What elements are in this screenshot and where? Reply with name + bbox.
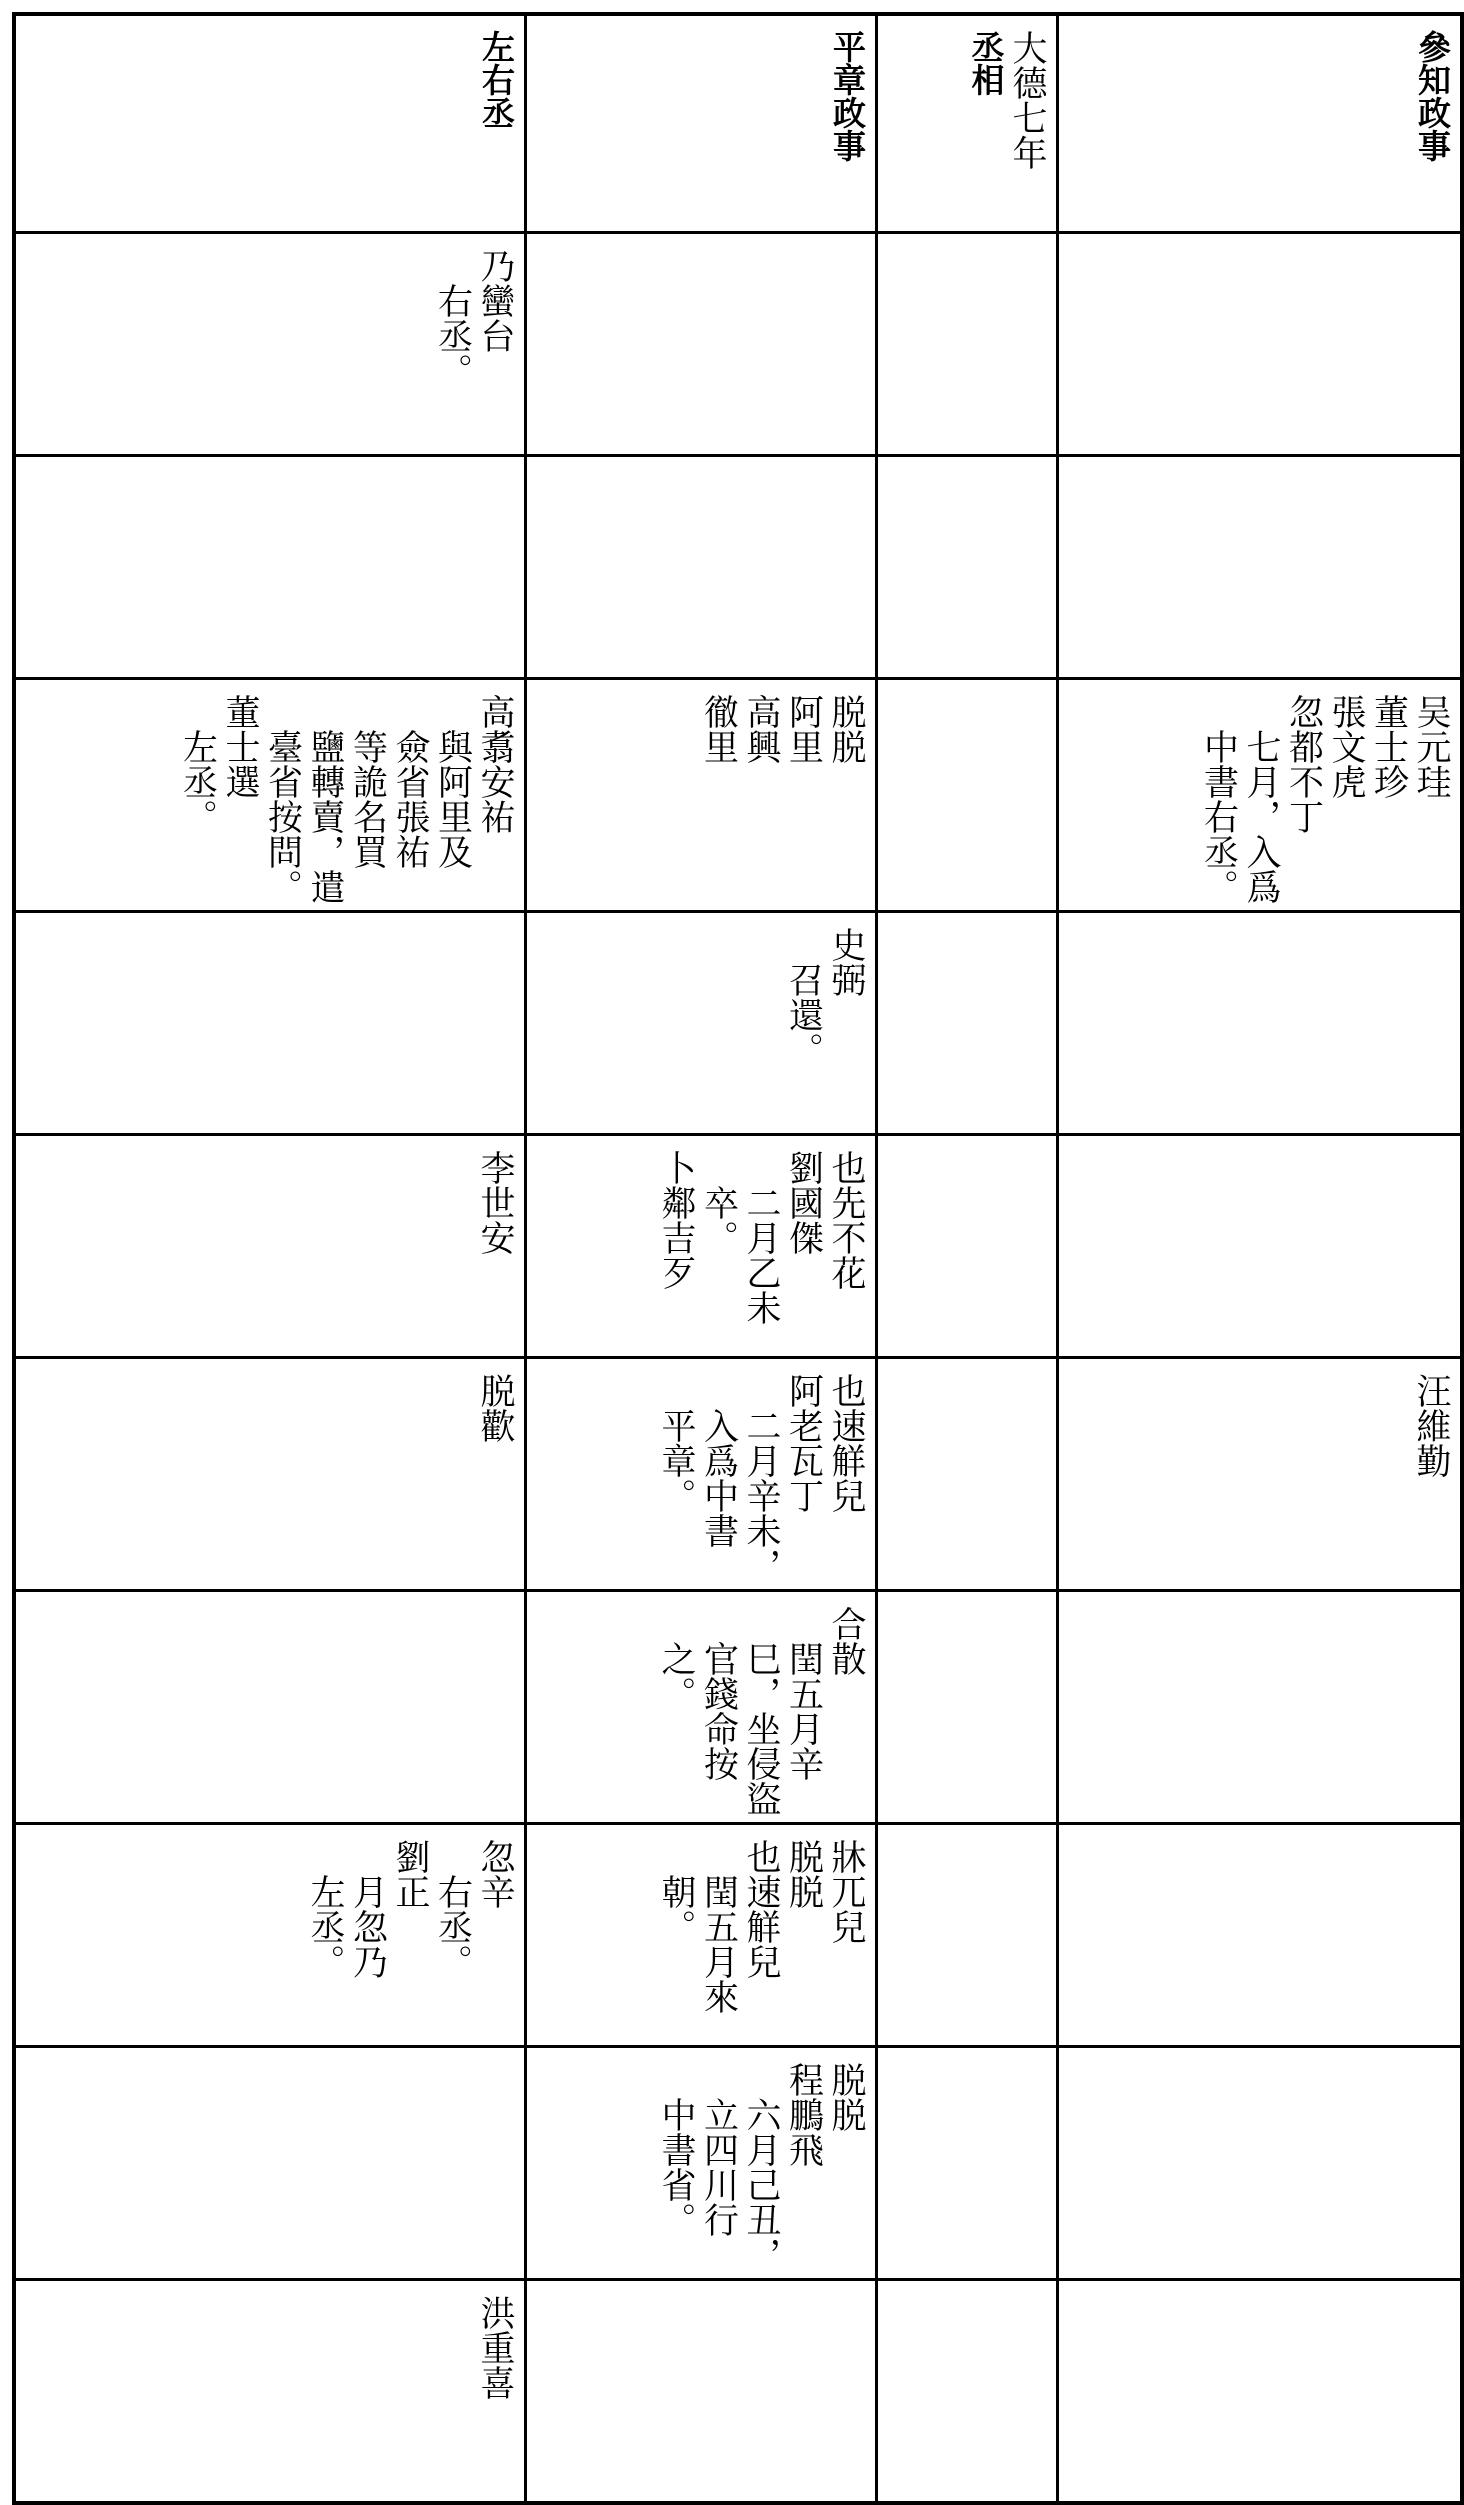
- canzhi-cell: [1058, 2280, 1463, 2504]
- entry-text: 洪重喜: [475, 2295, 515, 2400]
- entry-text: 忽都不丁: [1283, 694, 1324, 834]
- entry-text: 與阿里及: [432, 694, 473, 869]
- entry-text: 鹽轉賣，遣: [305, 694, 345, 904]
- entry-text: 二月乙未: [741, 1150, 781, 1325]
- chengxiang-cell: [877, 912, 1058, 1135]
- chengxiang-cell: [877, 1591, 1058, 1824]
- entry-text: 巳，坐侵盜: [741, 1606, 781, 1816]
- entry-text: 徹里: [698, 694, 739, 764]
- chengxiang-cell: [877, 1135, 1058, 1358]
- table-row: [14, 912, 1462, 1135]
- entry-text: 劉國傑: [783, 1150, 824, 1255]
- canzhi-cell: [1058, 679, 1463, 912]
- entry-text: 也速觧兒: [741, 1839, 781, 1979]
- entry-text: 卜鄰吉歹: [656, 1150, 696, 1290]
- entry-text: 閏五月辛: [783, 1606, 824, 1781]
- chengxiang-cell: [877, 233, 1058, 456]
- entry-text: 董士珍: [1368, 694, 1409, 799]
- table-row: [14, 1591, 1462, 1824]
- entry-text: 汪維勤: [1411, 1373, 1451, 1478]
- header-youcheng: 左右丞: [477, 30, 516, 129]
- pingzhang-cell: [526, 912, 877, 1135]
- chengxiang-cell: [877, 1824, 1058, 2047]
- entry-text: 張文虎: [1326, 694, 1366, 799]
- youcheng-cell: [14, 456, 526, 679]
- pingzhang-cell: [526, 1824, 877, 2047]
- entry-text: 史弼: [826, 927, 866, 997]
- header-canzhi: 參知政事: [1413, 30, 1452, 162]
- entry-text: 牀兀兒: [826, 1839, 866, 1944]
- entry-text: 右丞。: [432, 1839, 473, 1979]
- header-chengxiang-cell: [877, 14, 1058, 233]
- entry-text: 月忽乃: [347, 1839, 388, 1979]
- header-chengxiang: 丞相: [966, 30, 1006, 96]
- header-pingzhang-cell: [526, 14, 877, 233]
- pingzhang-cell: [526, 679, 877, 912]
- header-year: 大德七年: [1007, 30, 1047, 170]
- entry-text: 董士選: [220, 694, 260, 799]
- entry-text: 二月辛未，: [741, 1373, 781, 1583]
- canzhi-cell: [1058, 912, 1463, 1135]
- header-row: [14, 14, 1462, 233]
- entry-text: 卒。: [698, 1150, 739, 1255]
- pingzhang-cell: [526, 1358, 877, 1591]
- chengxiang-cell: [877, 679, 1058, 912]
- pingzhang-cell: [526, 2280, 877, 2504]
- table-row: [14, 2280, 1462, 2504]
- table-row: [14, 1358, 1462, 1591]
- header-canzhi-cell: [1058, 14, 1463, 233]
- youcheng-cell: [14, 2047, 526, 2280]
- entry-text: 六月己丑，: [741, 2062, 781, 2272]
- entry-text: 朝。: [656, 1839, 696, 1944]
- entry-text: 中書省。: [656, 2062, 696, 2237]
- table-row: [14, 1824, 1462, 2047]
- entry-text: 高興: [741, 694, 781, 764]
- entry-text: 平章。: [656, 1373, 696, 1513]
- entry-text: 阿老瓦丁: [783, 1373, 824, 1513]
- canzhi-cell: [1058, 233, 1463, 456]
- chengxiang-cell: [877, 456, 1058, 679]
- youcheng-cell: [14, 679, 526, 912]
- chengxiang-cell: [877, 2047, 1058, 2280]
- youcheng-cell: [14, 2280, 526, 2504]
- table-row: [14, 679, 1462, 912]
- header-youcheng-cell: [14, 14, 526, 233]
- entry-text: 七月，入爲: [1241, 694, 1281, 904]
- entry-text: 吴元珪: [1411, 694, 1451, 799]
- entry-text: 右丞。: [432, 248, 473, 388]
- canzhi-cell: [1058, 1824, 1463, 2047]
- entry-text: 忽辛: [475, 1839, 515, 1909]
- entry-text: 臺省按問。: [262, 694, 303, 904]
- canzhi-cell: [1058, 1358, 1463, 1591]
- pingzhang-cell: [526, 456, 877, 679]
- pingzhang-cell: [526, 2047, 877, 2280]
- entry-text: 脱脱: [826, 2062, 866, 2132]
- entry-text: 召還。: [783, 927, 824, 1067]
- entry-text: 脱脱: [826, 694, 866, 764]
- chengxiang-cell: [877, 1358, 1058, 1591]
- pingzhang-cell: [526, 1591, 877, 1824]
- header-pingzhang: 平章政事: [828, 30, 867, 162]
- entry-text: 乃蠻台: [475, 248, 515, 353]
- entry-text: 官錢命按: [698, 1606, 739, 1781]
- youcheng-cell: [14, 1591, 526, 1824]
- entry-text: 脱脱: [783, 1839, 824, 1909]
- entry-text: 阿里: [783, 694, 824, 764]
- entry-text: 高翥安祐: [475, 694, 515, 834]
- canzhi-cell: [1058, 456, 1463, 679]
- youcheng-cell: [14, 1358, 526, 1591]
- youcheng-cell: [14, 1824, 526, 2047]
- entry-text: 閏五月來: [698, 1839, 739, 2014]
- entry-text: 李世安: [475, 1150, 515, 1255]
- entry-text: 等詭名買: [347, 694, 388, 869]
- chronology-table: [12, 12, 1464, 2505]
- entry-text: 中書右丞。: [1198, 694, 1239, 904]
- entry-text: 也先不花: [826, 1150, 866, 1290]
- canzhi-cell: [1058, 2047, 1463, 2280]
- entry-text: 入爲中書: [698, 1373, 739, 1548]
- youcheng-cell: [14, 1135, 526, 1358]
- entry-text: 僉省張祐: [390, 694, 430, 869]
- chengxiang-cell: [877, 2280, 1058, 2504]
- youcheng-cell: [14, 912, 526, 1135]
- youcheng-cell: [14, 233, 526, 456]
- entry-text: 脱歡: [475, 1373, 515, 1443]
- entry-text: 程鵬飛: [783, 2062, 824, 2167]
- entry-text: 左丞。: [177, 694, 218, 834]
- entry-text: 合散: [826, 1606, 866, 1676]
- canzhi-cell: [1058, 1591, 1463, 1824]
- pingzhang-cell: [526, 1135, 877, 1358]
- table-row: [14, 456, 1462, 679]
- canzhi-cell: [1058, 1135, 1463, 1358]
- table-row: [14, 2047, 1462, 2280]
- entry-text: 劉正: [390, 1839, 430, 1909]
- table-row: [14, 233, 1462, 456]
- entry-text: 也速觧兒: [826, 1373, 866, 1513]
- entry-text: 左丞。: [305, 1839, 345, 1979]
- entry-text: 立四川行: [698, 2062, 739, 2237]
- pingzhang-cell: [526, 233, 877, 456]
- table-row: [14, 1135, 1462, 1358]
- entry-text: 之。: [656, 1606, 696, 1711]
